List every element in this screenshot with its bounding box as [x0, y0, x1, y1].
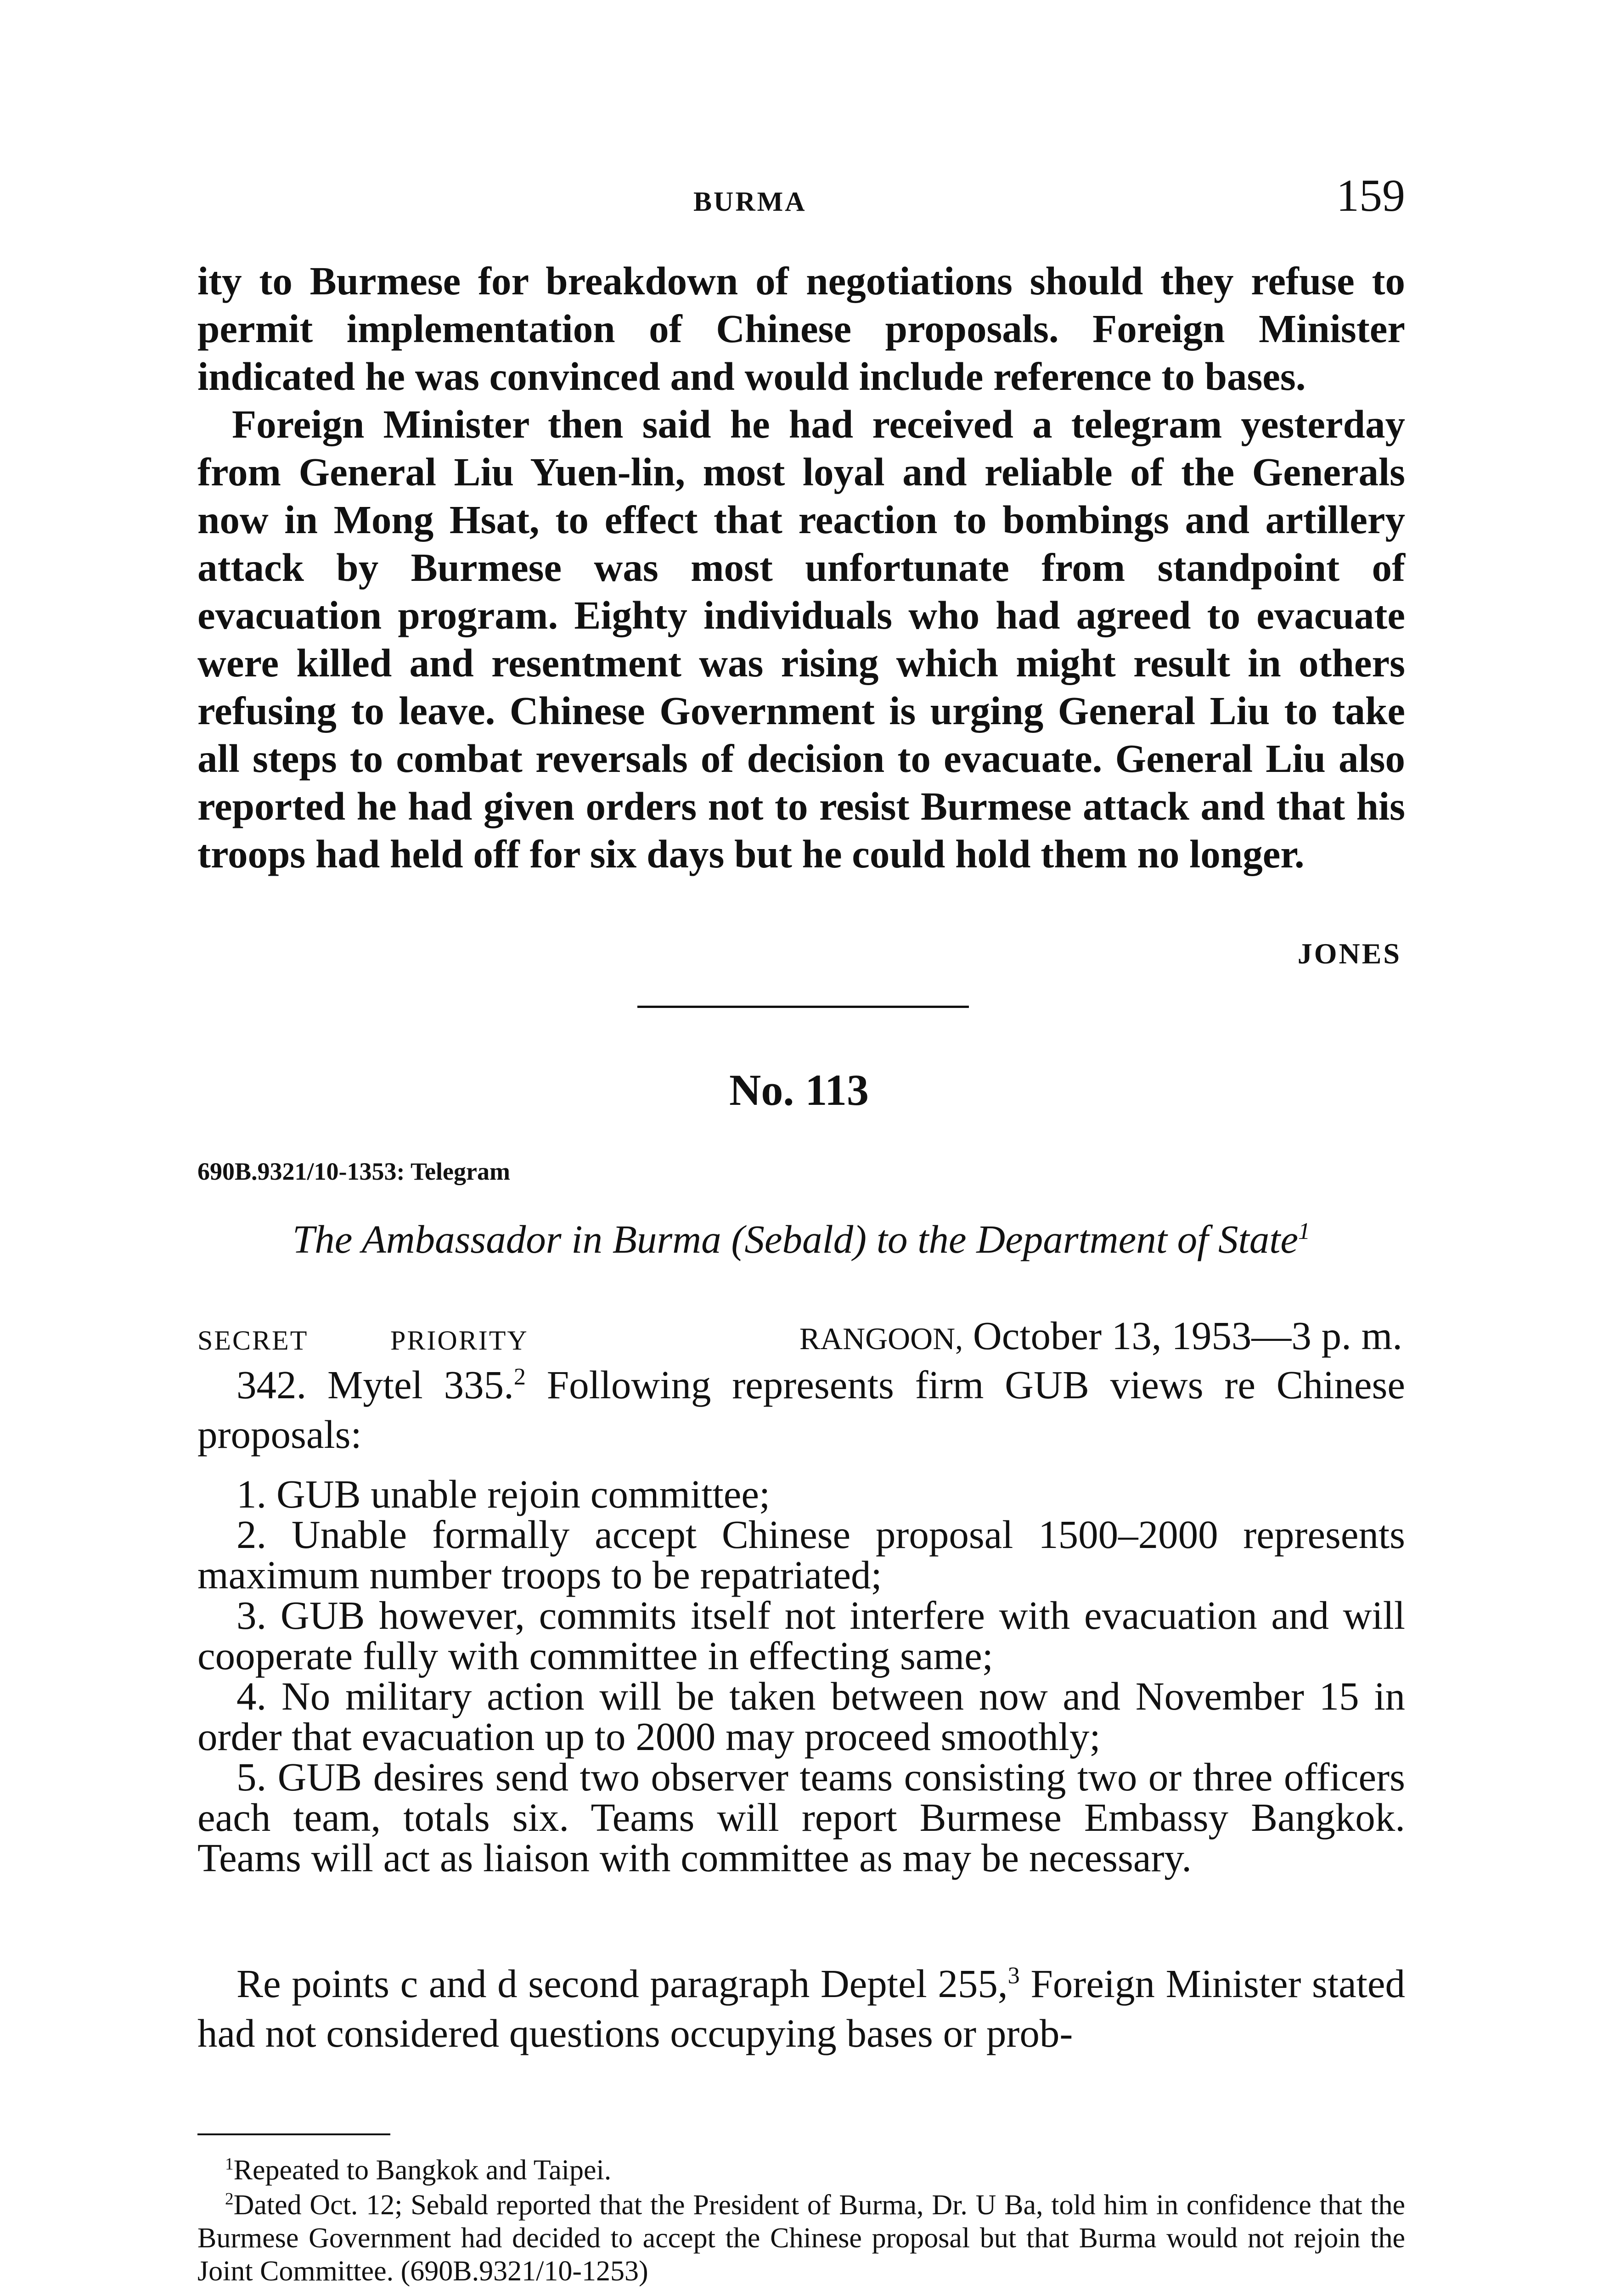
footnote-mark: 2 [225, 2189, 234, 2209]
telegram-opening [197, 1360, 1405, 1459]
document-number: No. 113 [729, 1065, 869, 1114]
footnote-text: Repeated to Bangkok and Taipei. [233, 2155, 612, 2186]
continued-paragraph: ity to Burmese for breakdown of negotiations should they refuse to permit implementation of Chinese proposals. Foreign Minister indicated he was convinced and would include reference to bases. [197, 259, 1405, 399]
document-title [197, 1216, 1405, 1262]
footnote [197, 2189, 1405, 2288]
footnote-ref-3: 3 [1007, 1962, 1020, 1989]
list-item: 1. GUB unable rejoin committee; [236, 1472, 771, 1516]
telegram-opening-text: 342. Mytel 335. [236, 1362, 514, 1407]
document-title-text: The Ambassador in Burma (Sebald) to the Department of State [292, 1217, 1299, 1261]
closing-paragraph [197, 1959, 1405, 2058]
list-item: 2. Unable formally accept Chinese proposal 1500–2000 represents maximum number troops to be repatriated; [197, 1512, 1405, 1597]
list-item: 5. GUB desires send two observer teams consisting two or three officers each team, totals six. Teams will report Burmese Embassy Bangkok. Teams will act as liaison with committee as may be necessary. [197, 1755, 1405, 1880]
dateline-date: October 13, 1953—3 p. m. [973, 1313, 1402, 1358]
telegram-opening-text-cont: Following represents firm GUB views re Chinese proposals: [197, 1362, 1405, 1457]
section-divider [637, 1006, 969, 1008]
closing-paragraph-text-cont: Foreign Minister stated had not considered questions occupying bases or prob- [197, 1961, 1405, 2055]
list-item: 3. GUB however, commits itself not interfere with evacuation and will cooperate fully with committee in effecting same; [197, 1593, 1405, 1678]
file-reference: 690B.9321/10-1353: Telegram [197, 1158, 510, 1185]
footnote-mark: 1 [225, 2155, 234, 2174]
list-item: 4. No military action will be taken between now and November 15 in order that evacuation up to 2000 may proceed smoothly; [197, 1674, 1405, 1759]
footnote-ref-1: 1 [1298, 1218, 1311, 1244]
dateline [799, 1312, 1402, 1359]
classification-label: SECRET [197, 1325, 309, 1356]
footnote-text: Dated Oct. 12; Sebald reported that the President of Burma, Dr. U Ba, told him in confidence that the Burmese Government had decided to accept the Chinese proposal but that Burma would not rejoin the Joint Committee. (690B.9321/10-1253) [197, 2189, 1405, 2287]
priority-label: PRIORITY [390, 1325, 529, 1356]
running-head: BURMA [693, 186, 807, 217]
signature: JONES [1297, 937, 1401, 970]
footnote [197, 2154, 1405, 2187]
foreign-minister-paragraph: Foreign Minister then said he had received a telegram yesterday from General Liu Yuen-lin, most loyal and reliable of the Generals now in Mong Hsat, to effect that reaction to bombings and artillery attack by Burmese was most unfortunate from standpoint of evacuation program. Eighty individuals who had agreed to evacuate were killed and resentment was rising which might result in others refusing to leave. Chinese Government is urging General Liu to take all steps to combat reversals of decision to evacuate. General Liu also reported he had given orders not to resist Burmese attack and that his troops had held off for six days but he could hold them no longer. [197, 402, 1405, 876]
dateline-place: RANGOON, [799, 1322, 963, 1356]
footnote-ref-2: 2 [513, 1363, 526, 1390]
footnote-divider [197, 2133, 390, 2135]
page-number: 159 [1336, 170, 1405, 221]
closing-paragraph-text: Re points c and d second paragraph Deptel 255, [236, 1961, 1008, 2006]
